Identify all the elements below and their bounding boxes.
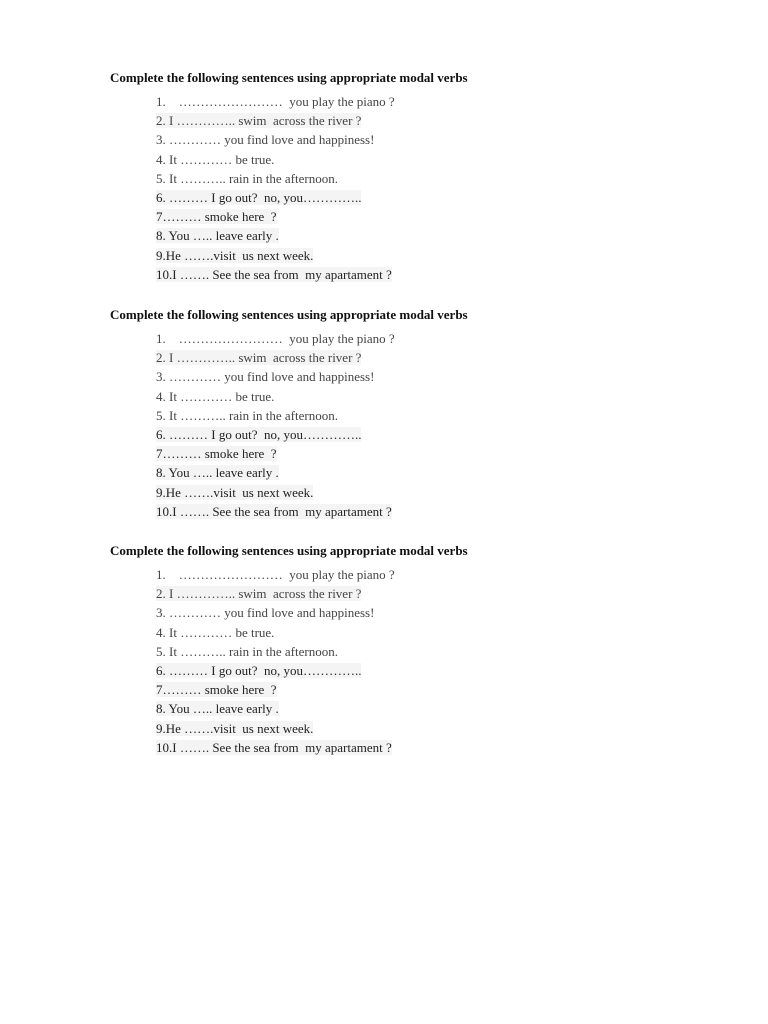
sentence-list — [156, 329, 395, 521]
list-item: 2. I ………….. swim across the river ? — [156, 586, 362, 602]
list-item: 8. You ….. leave early . — [156, 701, 279, 717]
list-item: 8. You ….. leave early . — [156, 228, 279, 244]
list-item: 7……… smoke here ? — [156, 446, 277, 462]
list-item: 6. ……… I go out? no, you………….. — [156, 426, 362, 442]
list-item: 5. It ……….. rain in the afternoon. — [156, 407, 338, 423]
list-item: 6. ……… I go out? no, you………….. — [156, 662, 362, 678]
sentence-list — [156, 92, 395, 284]
list-item: 3. ………… you find love and happiness! — [156, 605, 375, 621]
section-title: Complete the following sentences using appropriate modal verbs — [110, 543, 468, 558]
exercise-section-1 — [110, 69, 710, 282]
list-item: 5. It ……….. rain in the afternoon. — [156, 170, 338, 186]
list-item: 1. …………………… you play the piano ? — [156, 331, 395, 346]
list-item: 5. It ……….. rain in the afternoon. — [156, 643, 338, 659]
exercise-section-2 — [110, 306, 710, 519]
list-item: 4. It ………… be true. — [156, 624, 275, 640]
list-item: 10.I ……. See the sea from my apartament ? — [156, 739, 392, 755]
section-title: Complete the following sentences using appropriate modal verbs — [110, 307, 468, 322]
list-item: 6. ……… I go out? no, you………….. — [156, 189, 362, 205]
list-item: 2. I ………….. swim across the river ? — [156, 113, 362, 129]
list-item: 9.He …….visit us next week. — [156, 247, 314, 263]
exercise-section-3 — [110, 542, 710, 755]
list-item: 7……… smoke here ? — [156, 209, 277, 225]
sentence-list — [156, 565, 395, 757]
list-item: 1. …………………… you play the piano ? — [156, 567, 395, 582]
list-item: 3. ………… you find love and happiness! — [156, 369, 375, 385]
list-item: 7……… smoke here ? — [156, 682, 277, 698]
list-item: 1. …………………… you play the piano ? — [156, 94, 395, 109]
list-item: 4. It ………… be true. — [156, 151, 275, 167]
section-title: Complete the following sentences using appropriate modal verbs — [110, 70, 468, 85]
list-item: 10.I ……. See the sea from my apartament ? — [156, 503, 392, 519]
list-item: 9.He …….visit us next week. — [156, 484, 314, 500]
list-item: 10.I ……. See the sea from my apartament ? — [156, 266, 392, 282]
list-item: 3. ………… you find love and happiness! — [156, 132, 375, 148]
list-item: 9.He …….visit us next week. — [156, 720, 314, 736]
list-item: 4. It ………… be true. — [156, 388, 275, 404]
list-item: 8. You ….. leave early . — [156, 465, 279, 481]
list-item: 2. I ………….. swim across the river ? — [156, 350, 362, 366]
